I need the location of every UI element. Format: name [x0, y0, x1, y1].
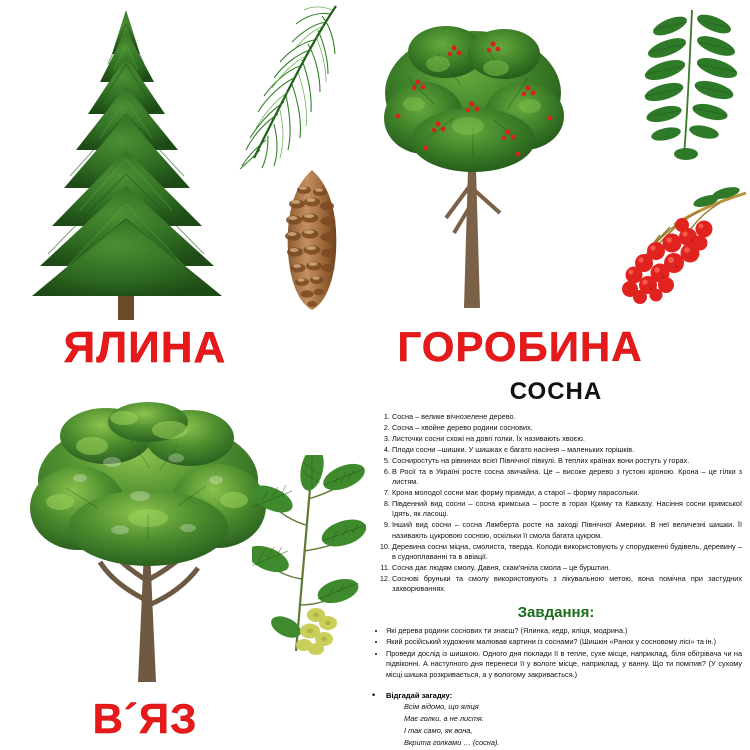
riddle-line: І так само, як вона, — [404, 725, 473, 735]
list-item: 12. Соснові бруньки та смолу використовують з лікувальною метою, вона помічна при застудних захворюваннях. — [392, 574, 742, 595]
list-item: 3. Листочки сосни схожі на довгі голки. Їх називають хвоєю. — [392, 434, 742, 444]
label-elm: В´ЯЗ — [92, 695, 198, 742]
elm-tree-image — [20, 400, 275, 690]
rowan-berries-image — [600, 185, 748, 305]
list-item: 4. Плоди сосни –шишки. У шишках є багато насіння – маленьких горішків. — [392, 445, 742, 455]
rowan-leaf-image — [640, 4, 745, 164]
spruce-tree-image — [8, 4, 248, 324]
list-item: 7. Крона молодої сосни має форму піраміди, а старої – форму парасольки. — [392, 488, 742, 498]
list-item: 2. Сосна – хвойне дерево родини соснових. — [392, 423, 742, 433]
riddle-line: Всім відомо, що яліця — [404, 701, 479, 711]
list-item: 11. Сосна дає людям смолу. Давня, скам'яніла смола – це бурштин. — [392, 563, 742, 573]
pine-cone-image — [272, 168, 352, 313]
rowan-tree-image — [368, 8, 583, 318]
elm-branch-image — [252, 455, 372, 655]
pine-facts-list — [370, 412, 742, 595]
label-spruce: ЯЛИНА — [63, 323, 227, 372]
list-item: 10. Деревина сосни міцна, смолиста, тверда. Колоди використовують у спорудженні будівель, деревину – в судноплаванні та в авіації. — [392, 542, 742, 563]
tasks-list — [370, 626, 742, 681]
riddle-title: • Відгадай загадку: — [386, 690, 453, 700]
pine-text-block — [370, 378, 742, 748]
list-item: • Проведи дослід із шишкою. Одного дня поклади її в тепле, сухе місце, наприклад, біля обігрівача чи на підвіконні. А наступного дня перенеси її у вологе місце, наприклад, у ванну. Що ти помітив? (У сухому місці шишка розкривається, а у вологому закривається.) — [386, 649, 742, 681]
list-item: 9. Інший вид сосни – сосна Ламберта росте на заході Північної Америки. В неї величезні шишки. Її називають цукровою сосною, оскільки її смола багата цукром. — [392, 520, 742, 541]
list-item: • Який російський художник малював картини із соснами? (Шишкін «Ранок у сосновому лісі» та ін.) — [386, 637, 742, 648]
list-item: 8. Південний вид сосни – сосна кримська – росте в горах Криму та Кавказу. Насіння сосни кримської їдять, як ласощі. — [392, 499, 742, 520]
label-rowan: ГОРОБИНА — [397, 323, 643, 370]
riddle-line: Вкрита голками … (сосна). — [404, 737, 500, 747]
list-item: 6. В Росії та в Україні росте сосна звичайна. Це – високе дерево з густою кроною. Крона – це гілки з листям. — [392, 467, 742, 488]
riddle-block — [370, 691, 742, 748]
tasks-title: Завдання: — [517, 603, 595, 621]
list-item: 1. Сосна – велике вічнозелене дерево. — [392, 412, 742, 422]
riddle-line: Має голки, а не листя. — [404, 713, 484, 723]
pine-title: СОСНА — [509, 378, 603, 405]
list-item: 5. Сосниростуть на рівнинах всієї Північної півкулі. В теплих країнах вони ростуть у горах. — [392, 456, 742, 466]
list-item: • Які дерева родини соснових ти знаєш? (Ялинка, кедр, яліця, модрина.) — [386, 626, 742, 637]
pine-branch-image — [218, 0, 348, 170]
